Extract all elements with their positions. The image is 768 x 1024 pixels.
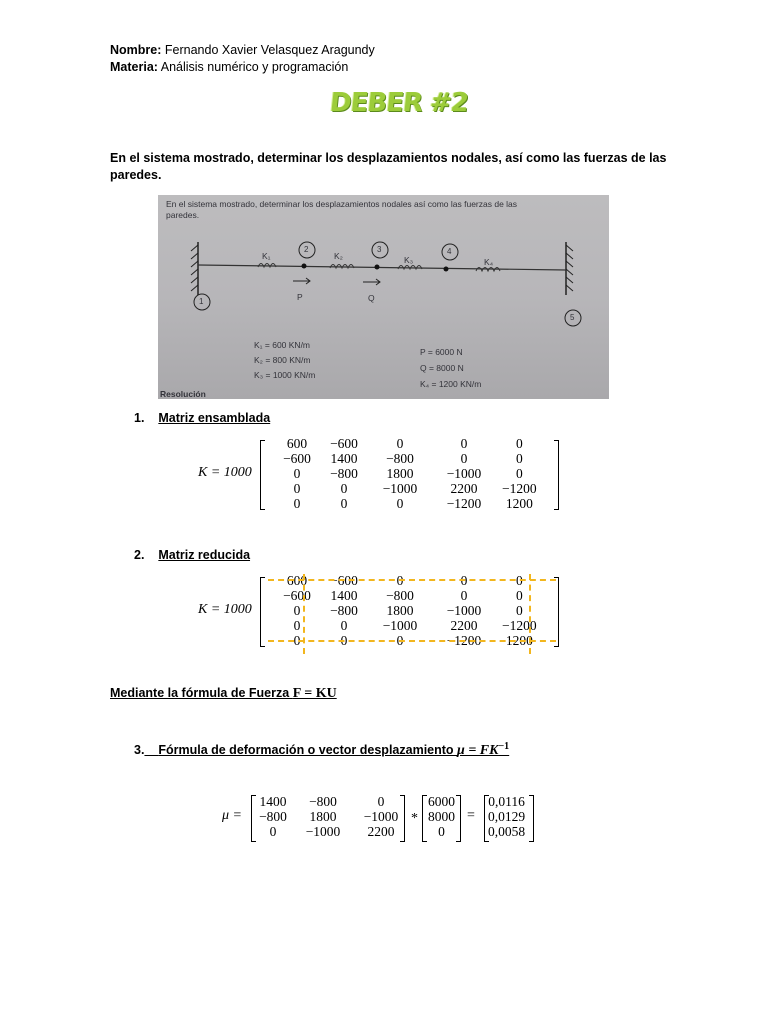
- spring-system-diagram: [158, 195, 609, 399]
- matrix-row: [274, 451, 543, 466]
- multiply-sign: *: [411, 811, 418, 826]
- matrix-cell: 0: [293, 496, 301, 511]
- matrix-row: [252, 809, 410, 824]
- matrix-cell: 1800: [386, 466, 414, 481]
- value-k2: K₂ = 800 KN/m: [254, 355, 311, 365]
- matrix-row: [252, 794, 410, 809]
- photo-bottom-text: Resolución: [160, 389, 206, 399]
- matrix-cell: −1000: [363, 809, 399, 824]
- matrix-cell: 0,0116: [488, 794, 525, 809]
- matrix-cell: 1400: [330, 588, 358, 603]
- photo-caption-line1: En el sistema mostrado, determinar los desplazamientos nodales así como las fuerzas de las: [166, 199, 518, 209]
- reduced-matrix-display: [274, 573, 543, 648]
- matrix-cell: 2200: [450, 481, 478, 496]
- matrix-row: [274, 481, 543, 496]
- matrix-row: [422, 794, 461, 809]
- matrix-cell: 0: [515, 573, 523, 588]
- node-label-2: 2: [304, 245, 309, 254]
- matrix-row: [274, 466, 543, 481]
- problem-photo: [158, 195, 609, 399]
- matrix-row: [274, 436, 543, 451]
- assignment-title: DEBER #2: [328, 88, 470, 118]
- matrix-cell: 0: [293, 603, 301, 618]
- section-1-number: 1.: [134, 411, 145, 425]
- name-label: Nombre:: [110, 43, 162, 57]
- matrix-cell: 0: [515, 603, 523, 618]
- k-label-2: K = 1000: [198, 602, 252, 617]
- matrix-cell: 0: [293, 481, 301, 496]
- matrix-row: [422, 824, 461, 839]
- subject-value: Análisis numérico y programación: [160, 60, 349, 74]
- node-label-3: 3: [377, 245, 382, 254]
- strike-row-5: [268, 640, 556, 642]
- spring-label-k2: K₂: [334, 251, 343, 261]
- matrix-cell: 0: [460, 588, 468, 603]
- matrix2-left-bracket: [260, 577, 265, 647]
- matrix-cell: −1200: [502, 618, 537, 633]
- matrix-cell: 1800: [386, 603, 414, 618]
- matrix-cell: −1000: [305, 824, 341, 839]
- load-label-p: P: [297, 292, 303, 302]
- matrix-cell: 0: [293, 466, 301, 481]
- matrix-cell: 8000: [428, 809, 455, 824]
- matrix-cell: 0: [377, 794, 385, 809]
- matrix-cell: −600: [283, 451, 311, 466]
- matrix-cell: 0: [340, 481, 348, 496]
- equals-sign: =: [467, 808, 475, 823]
- matrix-cell: 1200: [505, 633, 533, 648]
- section-1-heading: [134, 411, 270, 425]
- matrix-cell: 0: [269, 824, 277, 839]
- value-q: Q = 8000 N: [420, 363, 464, 373]
- matrix-cell: 1800: [309, 809, 337, 824]
- matrix-cell: 0: [293, 633, 301, 648]
- matrix-cell: −1200: [502, 481, 537, 496]
- force-formula-text: Mediante la fórmula de Fuerza: [110, 686, 293, 700]
- section-3-heading: [134, 741, 509, 759]
- strike-col-5: [529, 574, 531, 654]
- matrix-row: [482, 794, 531, 809]
- matrix-cell: 0: [340, 633, 348, 648]
- matrix-cell: −600: [330, 573, 358, 588]
- force-vector: [422, 794, 461, 839]
- node-label-4: 4: [447, 247, 452, 256]
- assembled-matrix: [274, 436, 543, 511]
- matrix-cell: 0: [460, 573, 468, 588]
- matrix-cell: 600: [286, 436, 308, 451]
- matrix-cell: 600: [286, 573, 308, 588]
- section-2-number: 2.: [134, 548, 145, 562]
- problem-statement: En el sistema mostrado, determinar los desplazamientos nodales, así como las fuerzas de las paredes.: [110, 151, 667, 182]
- matrix-row: [274, 618, 543, 633]
- matrix-cell: 2200: [367, 824, 395, 839]
- matrix-cell: 0,0129: [488, 809, 526, 824]
- name-value: Fernando Xavier Velasquez Aragundy: [164, 43, 375, 57]
- value-k4: K₄ = 1200 KN/m: [420, 379, 482, 389]
- matrix-cell: 0: [515, 436, 523, 451]
- load-label-q: Q: [368, 293, 375, 303]
- spring-label-k3: K₃: [404, 255, 414, 265]
- matrix-cell: −1000: [446, 603, 482, 618]
- displacement-result-vector: [482, 794, 531, 839]
- spring-label-k1: K₁: [262, 251, 271, 261]
- matrix-row: [482, 824, 531, 839]
- strike-col-1: [303, 574, 305, 654]
- matrix-cell: 0,0058: [488, 824, 526, 839]
- section-2-title: Matriz reducida: [158, 548, 251, 562]
- matrix-cell: 0: [396, 573, 404, 588]
- node-label-5: 5: [570, 313, 575, 322]
- matrix-cell: 0: [515, 588, 523, 603]
- subject-line: [110, 60, 348, 74]
- matrix-cell: 1400: [330, 451, 358, 466]
- matrix-cell: 0: [515, 451, 523, 466]
- matrix-cell: −1000: [382, 618, 418, 633]
- matrix-cell: 2200: [450, 618, 478, 633]
- matrix-cell: 0: [396, 496, 404, 511]
- matrix-row: [274, 496, 543, 511]
- spring-label-k4: K₄: [484, 257, 494, 267]
- matrix-cell: −1000: [446, 466, 482, 481]
- section-3-number: 3.: [134, 743, 145, 758]
- matrix-cell: −600: [283, 588, 311, 603]
- value-k1: K₁ = 600 KN/m: [254, 340, 311, 350]
- section-2-heading: [134, 548, 250, 562]
- matrix-cell: −800: [386, 588, 414, 603]
- node-label-1: 1: [199, 297, 204, 306]
- k-label-1: K = 1000: [198, 465, 252, 480]
- student-name-line: [110, 43, 375, 57]
- matrix-row: [274, 603, 543, 618]
- matrix-cell: 0: [396, 633, 404, 648]
- value-p: P = 6000 N: [420, 347, 463, 357]
- photo-caption-line2: paredes.: [166, 210, 200, 220]
- matrix-cell: −1200: [446, 496, 482, 511]
- matrix-cell: 0: [438, 824, 445, 839]
- section-3-superscript: −1: [498, 741, 510, 752]
- section-1-title: Matriz ensamblada: [158, 411, 271, 425]
- section-3-math: μ = FK: [457, 743, 499, 759]
- matrix-cell: −800: [309, 794, 337, 809]
- section-3-title: Fórmula de deformación o vector desplazamiento: [158, 743, 458, 758]
- matrix-cell: 1400: [259, 794, 287, 809]
- matrix-cell: 0: [396, 436, 404, 451]
- matrix2-right-bracket: [554, 577, 559, 647]
- matrix-cell: −800: [259, 809, 287, 824]
- matrix1-right-bracket: [554, 440, 559, 510]
- matrix-row: [252, 824, 410, 839]
- matrix-row: [422, 809, 461, 824]
- matrix-cell: −800: [386, 451, 414, 466]
- reduced-stiffness-matrix: [252, 794, 410, 839]
- value-k3: K₃ = 1000 KN/m: [254, 370, 316, 380]
- subject-label: Materia:: [110, 60, 158, 74]
- matrix-cell: 0: [293, 618, 301, 633]
- matrix-cell: 1200: [505, 496, 533, 511]
- matrix-cell: −1000: [382, 481, 418, 496]
- matrix-cell: −800: [330, 466, 358, 481]
- matrix-cell: 0: [340, 496, 348, 511]
- matrix-cell: 0: [515, 466, 523, 481]
- matrix-row: [482, 809, 531, 824]
- matrix-cell: 0: [460, 436, 468, 451]
- matrix-cell: −600: [330, 436, 358, 451]
- matrix-row: [274, 588, 543, 603]
- matrix-cell: −800: [330, 603, 358, 618]
- matrix-cell: 0: [340, 618, 348, 633]
- mu-label: μ =: [222, 808, 242, 823]
- strike-row-1: [268, 579, 556, 581]
- matrix-cell: 0: [460, 451, 468, 466]
- matrix1-left-bracket: [260, 440, 265, 510]
- matrix-cell: −1200: [446, 633, 482, 648]
- force-formula-line: [110, 686, 337, 702]
- matrix-cell: 6000: [428, 794, 455, 809]
- force-formula-math: F = KU: [292, 686, 337, 701]
